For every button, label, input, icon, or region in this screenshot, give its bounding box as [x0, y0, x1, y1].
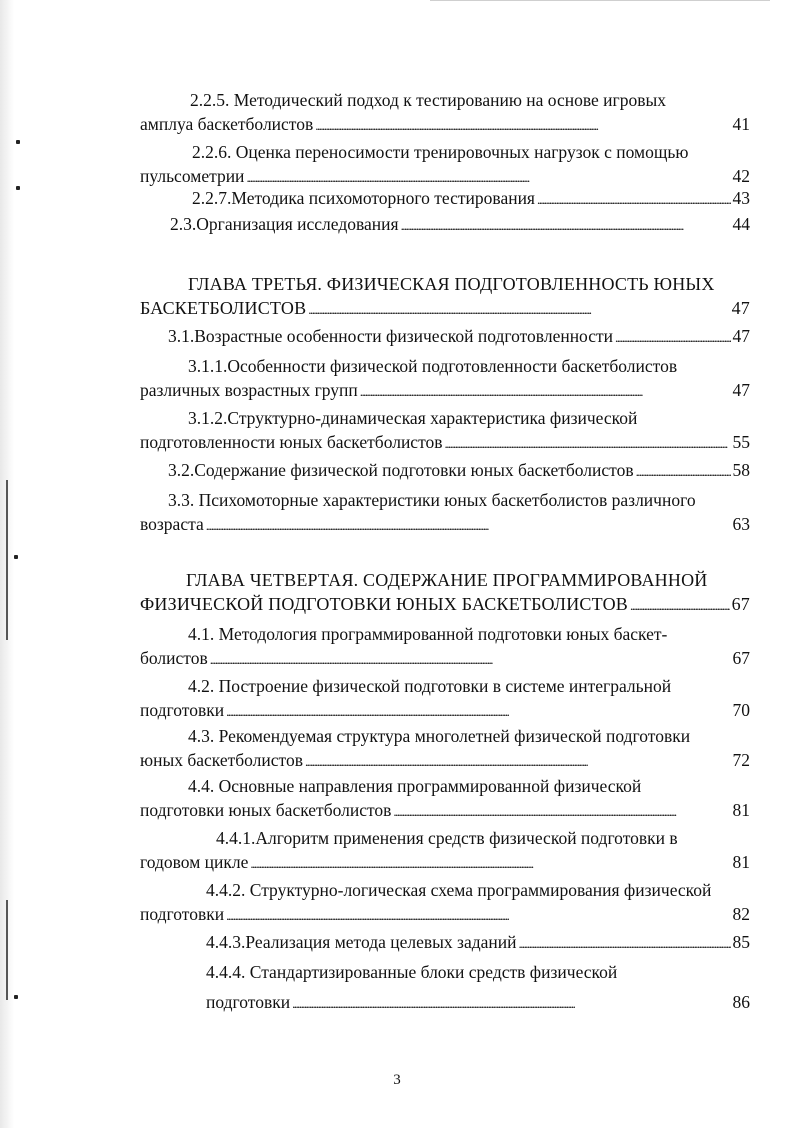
toc-entry-3-1-1[interactable]: [140, 354, 750, 402]
toc-entry-title: 4.3. Рекомендуемая структура многолетней физической подготовки: [188, 726, 691, 746]
toc-page-number: 86: [732, 992, 750, 1012]
toc-entry-title-cont: подготовки юных баскетболистов: [140, 800, 392, 820]
scan-artifact-dot: [16, 140, 20, 144]
toc-entry-title-cont: юных баскетболистов: [140, 750, 303, 770]
toc-entry-4-4-2[interactable]: [140, 878, 750, 926]
toc-entry-3-2[interactable]: [140, 458, 750, 482]
dot-leader: [226, 698, 730, 724]
toc-page-number: 67: [731, 594, 750, 614]
toc-entry-title-cont: подготовки: [206, 992, 291, 1012]
toc-entry-title: 2.3.Организация исследования: [170, 214, 399, 234]
toc-chapter-4[interactable]: [140, 568, 750, 616]
scan-artifact-dot: [14, 555, 18, 559]
toc-entry-title: 4.4.4. Стандартизированные блоки средств физической: [206, 962, 618, 982]
toc-entry-title-cont: годовом цикле: [140, 852, 249, 872]
toc-entry-title: 3.2.Содержание физической подготовки юных баскетболистов: [168, 460, 634, 480]
dot-leader: [615, 324, 730, 350]
toc-entry-title-cont: амплуа баскетболистов: [140, 114, 314, 134]
toc-entry-title-cont: подготовки: [140, 904, 225, 924]
toc-entry-3-1[interactable]: [140, 324, 750, 348]
toc-entry-2-3[interactable]: [140, 212, 750, 236]
toc-entry-title: 3.1.1.Особенности физической подготовленности баскетболистов: [188, 356, 678, 376]
scan-artifact-dot: [16, 186, 20, 190]
page-number: 3: [393, 1072, 401, 1088]
toc-chapter-3[interactable]: [140, 272, 750, 320]
toc-page-number: 58: [732, 460, 750, 480]
toc-page-number: 42: [732, 166, 750, 186]
toc-entry-4-4-4[interactable]: [140, 960, 750, 1014]
toc-entry-title-cont: различных возрастных групп: [140, 380, 358, 400]
toc-entry-3-3[interactable]: [140, 488, 750, 536]
toc-entry-title-cont: болистов: [140, 648, 208, 668]
toc-entry-4-4-3[interactable]: [140, 930, 750, 954]
toc-entry-title: 4.4.2. Структурно-логическая схема программирования физической: [206, 880, 712, 900]
toc-entry-2-2-7[interactable]: [140, 186, 750, 210]
toc-page-number: 55: [732, 432, 750, 452]
toc-entry-3-1-2[interactable]: [140, 406, 750, 454]
toc-page-number: 67: [732, 648, 750, 668]
dot-leader: [250, 850, 730, 876]
toc-entry-title: 3.1.2.Структурно-динамическая характеристика физической: [188, 408, 638, 428]
toc-page-number: 47: [732, 326, 750, 346]
toc-chapter-title-cont: ФИЗИЧЕСКОЙ ПОДГОТОВКИ ЮНЫХ БАСКЕТБОЛИСТОВ: [140, 594, 628, 614]
toc-entry-title: 4.4. Основные направления программированной физической: [188, 776, 642, 796]
toc-entry-title: 4.1. Методология программированной подготовки юных баскет-: [188, 624, 668, 644]
dot-leader: [360, 378, 731, 404]
dot-leader: [226, 902, 730, 928]
toc-entry-title: 3.1.Возрастные особенности физической подготовленности: [168, 326, 614, 346]
toc-chapter-title: ГЛАВА ЧЕТВЕРТАЯ. СОДЕРЖАНИЕ ПРОГРАММИРОВАННОЙ: [186, 570, 708, 590]
toc-entry-4-1[interactable]: [140, 622, 750, 670]
toc-entry-4-2[interactable]: [140, 674, 750, 722]
toc-entry-title: 2.2.6. Оценка переносимости тренировочных нагрузок с помощью: [192, 142, 689, 162]
toc-entry-2-2-5[interactable]: [140, 88, 750, 136]
toc-entry-2-2-6[interactable]: [140, 140, 750, 188]
toc-entry-title-cont: пульсометрии: [140, 166, 245, 186]
dot-leader: [206, 512, 731, 538]
toc-entry-title-cont: подготовки: [140, 700, 225, 720]
scan-top-rule: [430, 0, 770, 4]
toc-entry-title: 4.4.3.Реализация метода целевых заданий: [206, 932, 517, 952]
dot-leader: [401, 212, 731, 238]
toc-page-number: 72: [732, 750, 750, 770]
scan-artifact-dot: [14, 995, 18, 999]
toc-entry-title-cont: возраста: [140, 514, 204, 534]
toc-entry-4-4[interactable]: [140, 774, 750, 822]
toc-page-number: 82: [732, 904, 750, 924]
dot-leader: [519, 930, 731, 956]
dot-leader: [210, 646, 731, 672]
toc-entry-title-cont: подготовленности юных баскетболистов: [140, 432, 443, 452]
toc-page-number: 43: [732, 188, 750, 208]
toc-entry-4-3[interactable]: [140, 724, 750, 772]
dot-leader: [537, 186, 731, 212]
dot-leader: [315, 112, 730, 138]
dot-leader: [630, 592, 730, 618]
toc-page-number: 85: [732, 932, 750, 952]
toc-page-number: 63: [732, 514, 750, 534]
dot-leader: [636, 458, 731, 484]
toc-entry-title: 4.4.1.Алгоритм применения средств физической подготовки в: [216, 828, 678, 848]
toc-page-number: 47: [732, 380, 750, 400]
toc-entry-title: 2.2.5. Методический подход к тестированию на основе игровых: [190, 90, 666, 110]
dot-leader: [305, 748, 731, 774]
toc-page-number: 70: [732, 700, 750, 720]
toc-page-number: 47: [731, 298, 750, 318]
toc-entry-title: 3.3. Психомоторные характеристики юных баскетболистов различного: [168, 490, 696, 510]
toc-page-number: 81: [732, 852, 750, 872]
scan-artifact-line: [6, 480, 8, 640]
toc-entry-title: 2.2.7.Методика психомоторного тестирования: [192, 188, 535, 208]
scan-artifact-line: [6, 900, 8, 1000]
toc-page-number: 44: [732, 214, 750, 234]
toc-page-number: 81: [732, 800, 750, 820]
dot-leader: [445, 430, 731, 456]
toc-entry-4-4-1[interactable]: [140, 826, 750, 874]
toc-chapter-title-cont: БАСКЕТБОЛИСТОВ: [140, 298, 307, 318]
dot-leader: [308, 296, 729, 322]
dot-leader: [292, 990, 730, 1016]
dot-leader: [393, 798, 730, 824]
toc-page-number: 41: [732, 114, 750, 134]
toc-chapter-title: ГЛАВА ТРЕТЬЯ. ФИЗИЧЕСКАЯ ПОДГОТОВЛЕННОСТЬ ЮНЫХ: [188, 274, 715, 294]
toc-entry-title: 4.2. Построение физической подготовки в системе интегральной: [188, 676, 672, 696]
